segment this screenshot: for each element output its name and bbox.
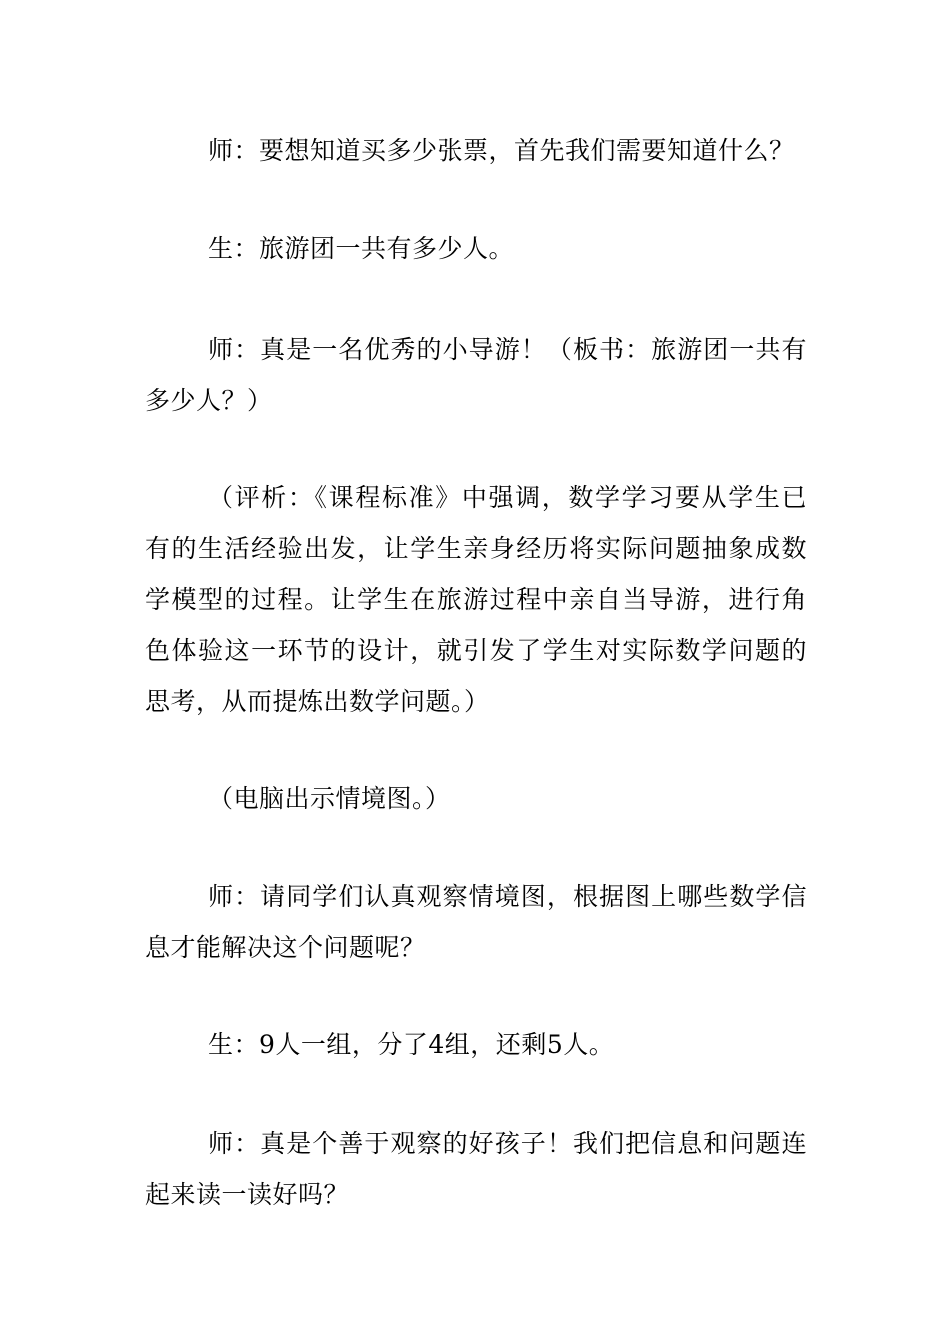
paragraph-commentary: （评析：《课程标准》中强调，数学学习要从学生已有的生活经验出发，让学生亲身经历将实际问题抽象成数学模型的过程。让学生在旅游过程中亲自当导游，进行角色体验这一环节的设计，就引发了学生对实际数学问题的思考，从而提炼出数学问题。）	[145, 483, 807, 716]
paragraph-teacher-praise: 师：真是一名优秀的小导游！（板书：旅游团一共有多少人？）	[145, 335, 807, 415]
paragraph-computer-display: （电脑出示情境图。）	[208, 784, 451, 813]
paragraph-teacher-connect: 师：真是个善于观察的好孩子！我们把信息和问题连起来读一读好吗？	[145, 1129, 807, 1209]
paragraph-student-answer: 生：旅游团一共有多少人。	[208, 234, 515, 263]
paragraph-teacher-question: 师：要想知道买多少张票，首先我们需要知道什么？	[208, 136, 795, 165]
paragraph-teacher-observe: 师：请同学们认真观察情境图，根据图上哪些数学信息才能解决这个问题呢？	[145, 882, 807, 962]
paragraph-student-info: 生：9人一组，分了4组，还剩5人。	[208, 1030, 615, 1059]
